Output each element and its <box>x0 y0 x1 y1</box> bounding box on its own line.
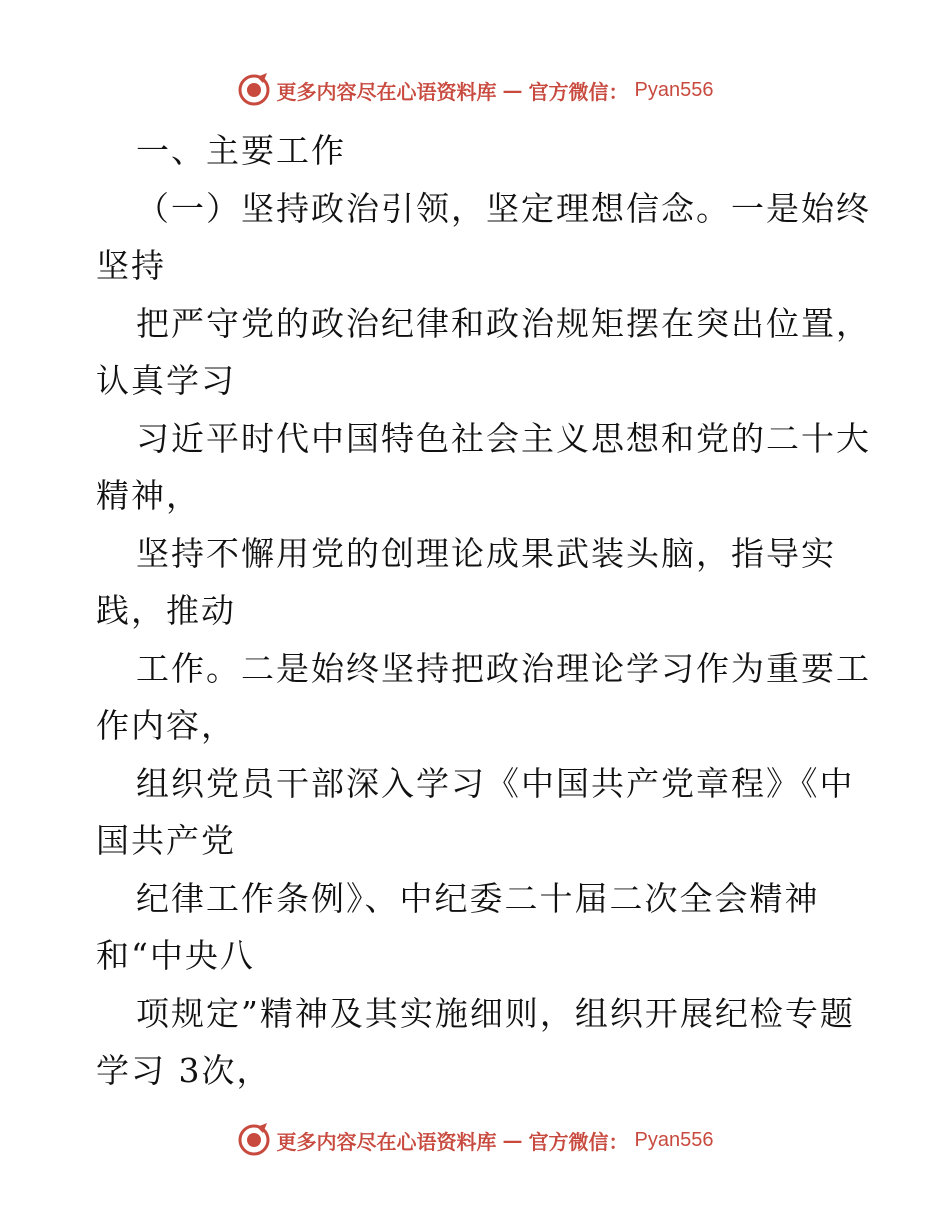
text-line: 和“中央八 <box>96 936 255 975</box>
watermark-text: 更多内容尽在心语资料库 <box>276 1129 497 1154</box>
text-line: 坚持 <box>96 246 166 285</box>
watermark-account: Pyan556 <box>634 1128 714 1151</box>
watermark-label: 官方微信： <box>528 1129 629 1154</box>
watermark-dash: — <box>502 78 523 102</box>
watermark-logo-icon <box>237 1123 271 1157</box>
watermark-account: Pyan556 <box>634 78 714 101</box>
text-line: 学习 3次， <box>96 1051 272 1090</box>
document-body <box>96 122 871 1100</box>
text-line: 坚持不懈用党的创理论成果武装头脑，指导实 <box>136 533 836 573</box>
section-heading: 一、主要工作 <box>136 131 346 170</box>
text-line: 认真学习 <box>96 361 236 400</box>
watermark-logo-icon <box>237 73 271 107</box>
text-line: 把严守党的政治纪律和政治规矩摆在突出位置， <box>136 303 871 343</box>
text-line: 组织党员干部深入学习《中国共产党章程》《中 <box>136 763 855 803</box>
text-line: 工作。二是始终坚持把政治理论学习作为重要工 <box>136 648 871 688</box>
text-line: 纪律工作条例》、中纪委二十届二次全会精神 <box>136 878 820 918</box>
text-line: 项规定”精神及其实施细则，组织开展纪检专题 <box>136 993 855 1033</box>
watermark-text: 更多内容尽在心语资料库 <box>276 79 497 104</box>
watermark-label: 官方微信： <box>528 79 629 104</box>
watermark-footer <box>0 1120 950 1160</box>
watermark-dash: — <box>502 1128 523 1152</box>
text-line: 践，推动 <box>96 591 236 630</box>
text-line: 习近平时代中国特色社会主义思想和党的二十大 <box>136 418 871 458</box>
text-line: 作内容， <box>96 706 236 745</box>
text-line: 精神， <box>96 476 201 515</box>
text-line: （一）坚持政治引领，坚定理想信念。一是始终 <box>136 188 871 228</box>
watermark-header <box>0 70 950 110</box>
text-line: 国共产党 <box>96 821 236 860</box>
